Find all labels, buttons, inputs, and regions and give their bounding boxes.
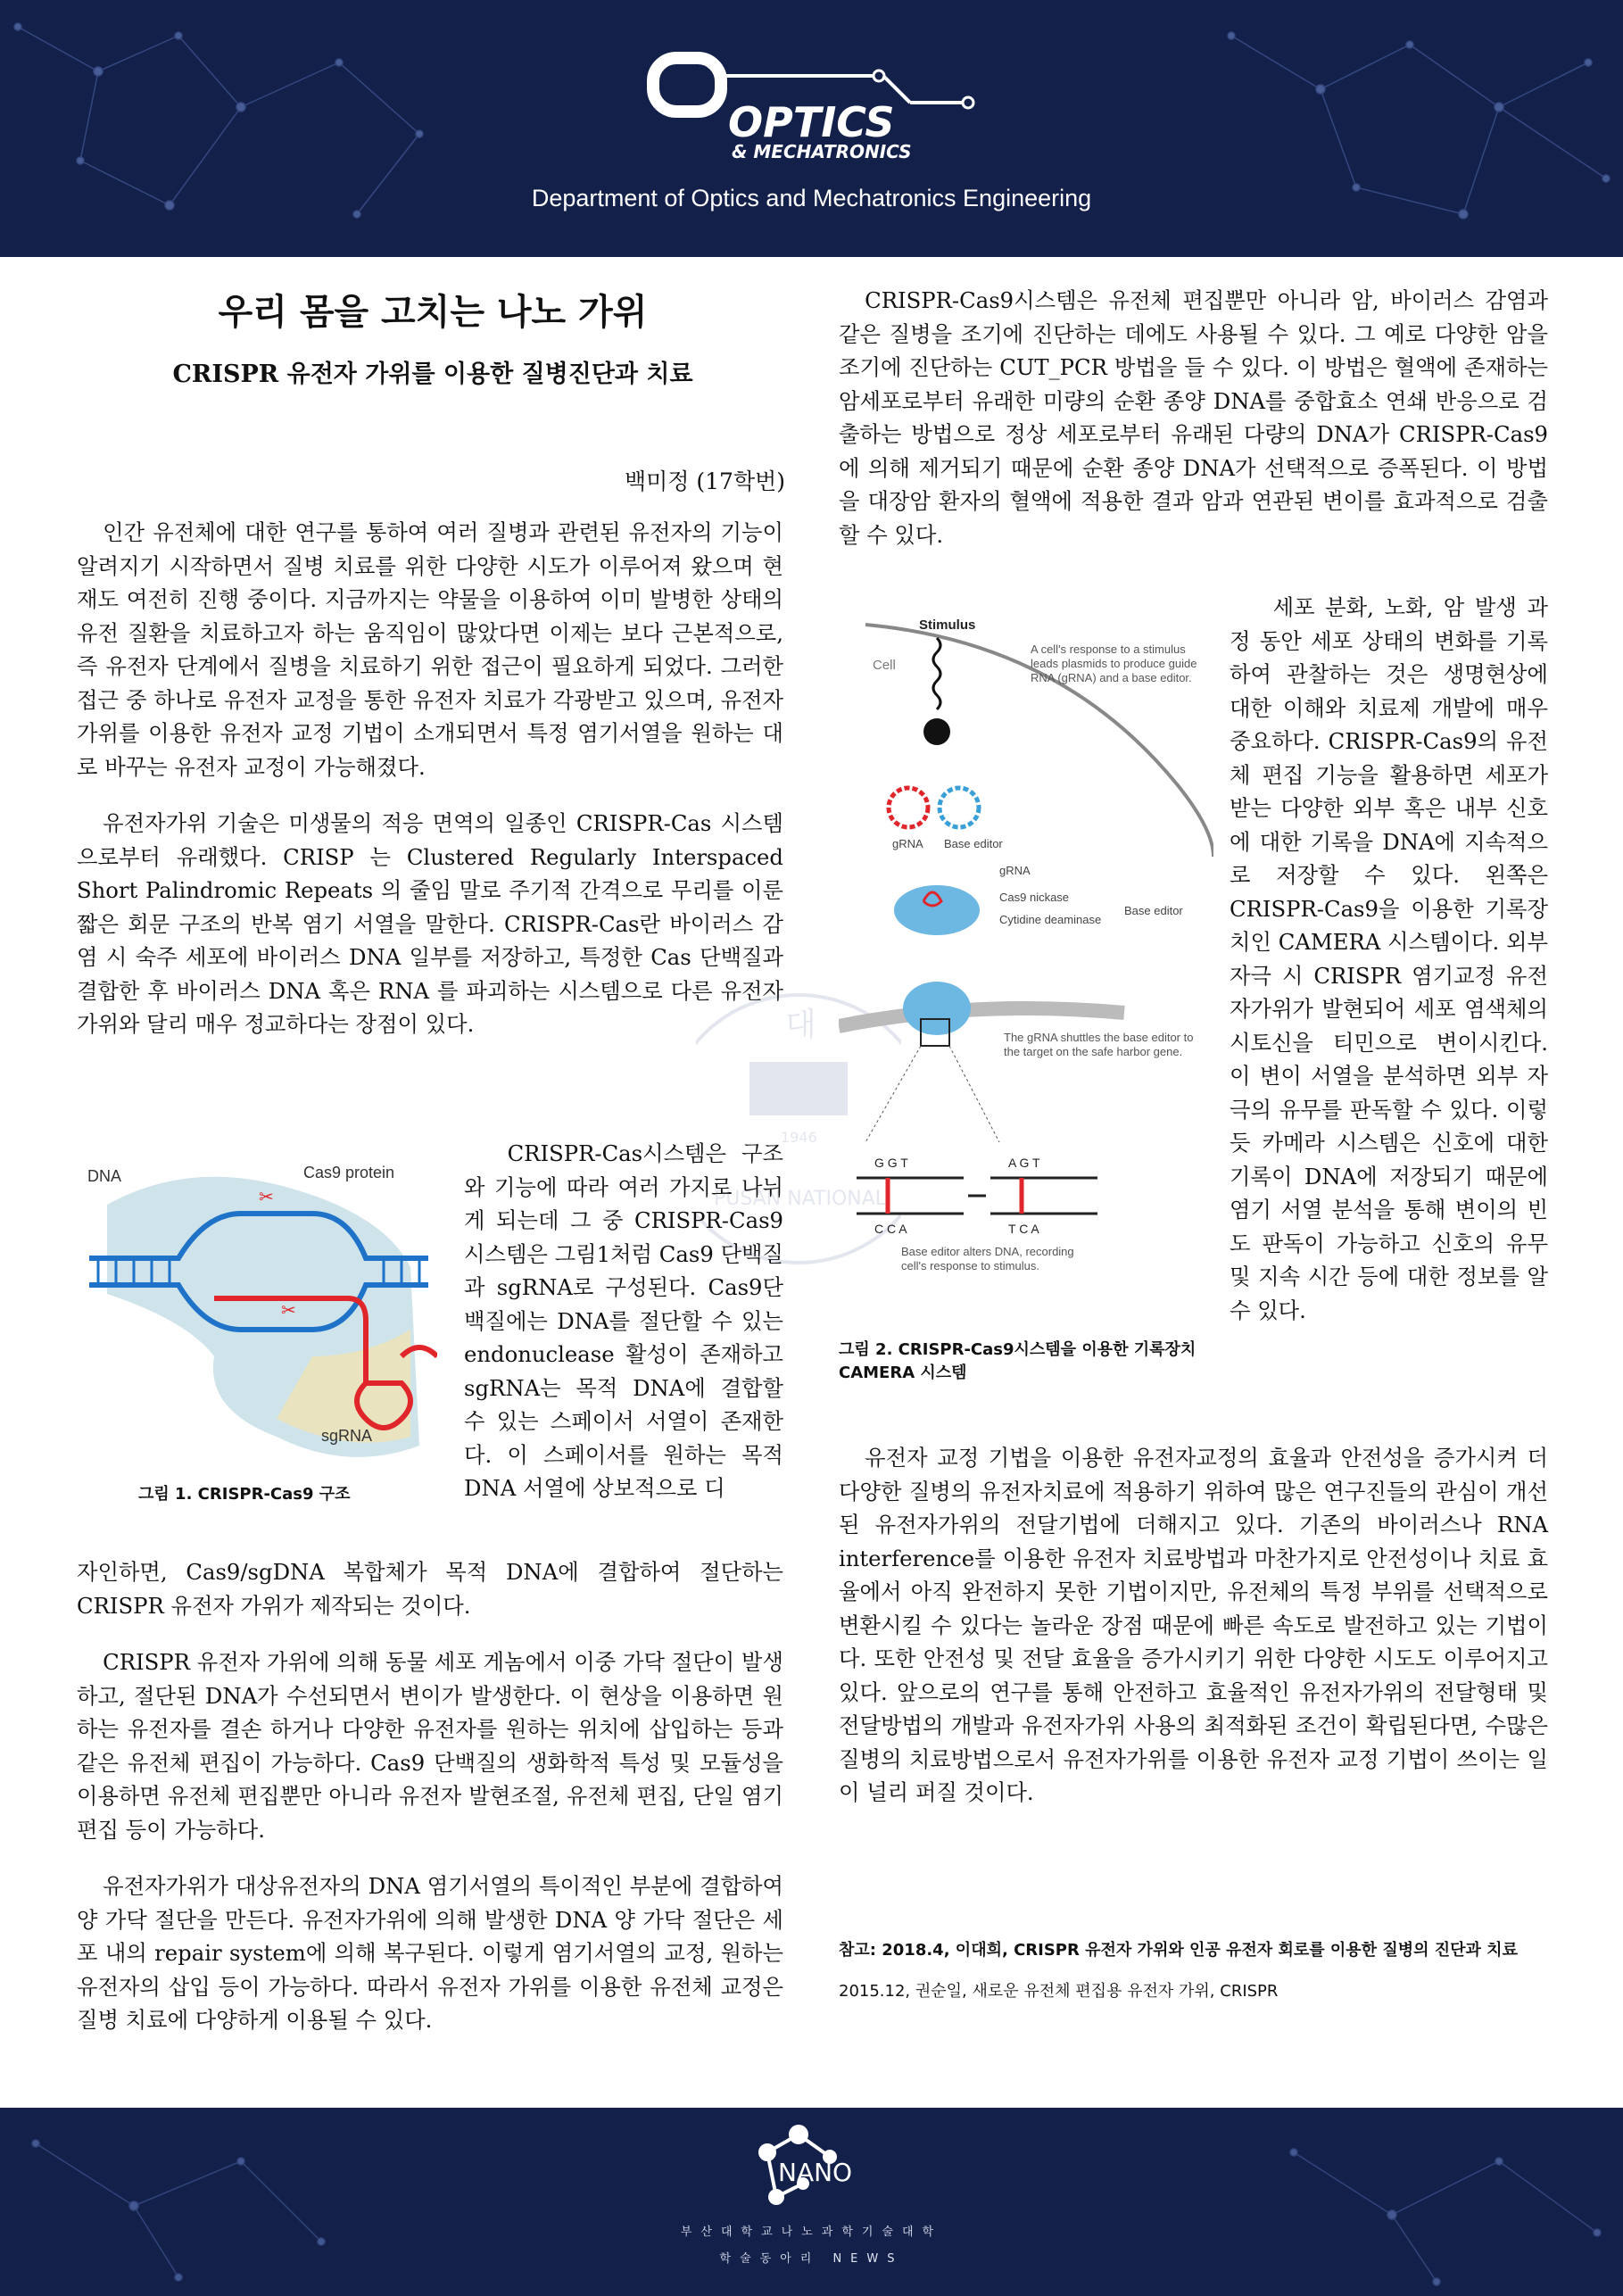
svg-text:OPTICS: OPTICS [728, 98, 895, 146]
reference-2: 2015.12, 권순일, 새로운 유전체 편집용 유전자 가위, CRISPR [839, 1982, 1279, 2001]
cas9-label: Cas9 protein [303, 1164, 395, 1181]
page-header [0, 0, 1623, 257]
footer-line-2: 학술동아리 NEWS [719, 2252, 904, 2266]
footer-network-pattern [0, 2108, 1623, 2296]
scissors-icon: ✂ [259, 1186, 274, 1207]
right-column-lower [839, 1441, 1548, 1833]
svg-text:G G T: G G T [874, 1156, 908, 1170]
dna-label: DNA [87, 1167, 122, 1185]
svg-text:Cell: Cell [873, 658, 896, 673]
figure-1 [80, 1151, 437, 1508]
left-column-lower [77, 1555, 783, 2060]
left-paragraph-5: 유전자가위가 대상유전자의 DNA 염기서열의 특이적인 부분에 결합하여 양 가닥 절단을 만든다. 유전자가위에 의해 발생한 DNA 양 가닥 절단은 세포 내의 repair system에 의해 복구된다. 이렇게 염기서열의 교정, 원하는 유전자의 삽입 등이 가능하다. 따라서 유전자 가위를 이용한 유전체 교정은 질병 치료에 다양하게 이용될 수 있다. [77, 1873, 783, 2033]
svg-text:Base editor: Base editor [944, 837, 1003, 850]
svg-text:1946: 1946 [781, 1129, 817, 1146]
sgrna-label: sgRNA [321, 1427, 373, 1445]
svg-text:gRNA: gRNA [999, 864, 1031, 877]
svg-text:Stimulus: Stimulus [919, 618, 976, 633]
right-paragraph-1: CRISPR-Cas9시스템은 유전체 편집뿐만 아니라 암, 바이러스 감염과 같은 질병을 조기에 진단하는 데에도 사용될 수 있다. 그 예로 다양한 암을 조기에 진단하는 CUT_PCR 방법을 들 수 있다. 이 방법은 혈액에 존재하는 암세포로부터 유래한 미량의 순환 종양 DNA를 중합효소 연쇄 반응으로 검출하는 방법으로 정상 세포로부터 유래된 다량의 DNA가 CRISPR-Cas9에 의해 제거되기 때문에 순환 종양 DNA가 선택적으로 증폭된다. 이 방법을 대장암 환자의 혈액에 적용한 결과 암과 연관된 변이를 효과적으로 검출할 수 있다. [839, 287, 1548, 548]
svg-text:PUSAN NATIONAL: PUSAN NATIONAL [714, 1188, 887, 1210]
article-subtitle: CRISPR 유전자 가위를 이용한 질병진단과 치료 [172, 361, 693, 388]
right-paragraph-2-side: 세포 분화, 노화, 암 발생 과정 동안 세포 상태의 변화를 기록하여 관찰하는 것은 생명현상에 대한 이해와 치료제 개발에 매우 중요하다. CRISPR-Cas9의 유전체 편집 기능을 활용하면 세포가 받는 다양한 외부 혹은 내부 신호에 대한 기록을 DNA에 지속적으로 저장할 수 있다. 왼쪽은 CRISPR-Cas9을 이용한 기록장치인 CAMERA 시스템이다. 외부 자극 시 CRISPR 염기교정 유전자가위가 발현되어 세포 염색체의 시토신을 티민으로 변이시킨다. 이 변이 서열을 분석하면 외부 자극의 유무를 판독할 수 있다. 이렇듯 카메라 시스템은 신호에 대한 기록이 DNA에 저장되기 때문에 염기 서열 분석을 통해 변이의 빈도 판독이 가능하고 신호의 유무 및 지속 시간 등에 대한 정보를 알 수 있다. [1230, 594, 1548, 1323]
article-author: 백미정 (17학번) [624, 468, 785, 494]
scissors-icon: ✂ [281, 1299, 296, 1321]
right-column [839, 284, 1548, 575]
figure-2 [839, 607, 1213, 1392]
svg-text:T C A: T C A [1008, 1222, 1039, 1236]
left-paragraph-2: 유전자가위 기술은 미생물의 적응 면역의 일종인 CRISPR-Cas 시스템으로부터 유래했다. CRISP 는 Clustered Regularly Interspaced Short Palindromic Repeats 의 줄임 말로 주기적 간격으로 무리를 이룬 짧은 회문 구조의 반복 염기 서열을 말한다. CRISPR-Cas란 바이러스 감염 시 숙주 세포에 바이러스 DNA 일부를 저장하고, 특정한 Cas 단백질과 결합한 후 바이러스 DNA 혹은 RNA 를 파괴하는 시스템으로 다른 유전자 가위와 달리 매우 정교하다는 장점이 있다. [77, 810, 783, 1037]
left-paragraph-3-rest: 자인하면, Cas9/sgDNA 복합체가 목적 DNA에 결합하여 절단하는 CRISPR 유전자 가위가 제작되는 것이다. [77, 1559, 783, 1619]
left-paragraph-4: CRISPR 유전자 가위에 의해 동물 세포 게놈에서 이중 가닥 절단이 발생하고, 절단된 DNA가 수선되면서 변이가 발생한다. 이 현상을 이용하면 원하는 유전자를 결손 하거나 다양한 유전자를 원하는 위치에 삽입하는 등과 같은 유전체 편집이 가능하다. Cas9 단백질의 생화학적 특성 및 모듈성을 이용하면 유전체 편집뿐만 아니라 유전자 발현조절, 유전체 편집, 단일 염기 편집 등이 가능하다. [77, 1649, 783, 1843]
svg-text:A G T: A G T [1008, 1156, 1040, 1170]
svg-text:대: 대 [785, 1007, 816, 1043]
grna-plasmid-icon [889, 788, 928, 827]
page-footer [0, 2108, 1623, 2296]
optics-logo [642, 49, 999, 174]
footer-line-1: 부산대학교나노과학기술대학 [680, 2226, 943, 2239]
svg-text:Cytidine deaminase: Cytidine deaminase [999, 913, 1102, 926]
left-column [77, 516, 783, 1065]
figure-1-caption: 그림 1. CRISPR-Cas9 구조 [138, 1485, 351, 1504]
right-paragraph-3: 유전자 교정 기법을 이용한 유전자교정의 효율과 안전성을 증가시켜 더 다양한 질병의 유전자치료에 적용하기 위하여 많은 연구진들의 관심이 개선된 유전자가위의 전달기법에 더해지고 있다. 기존의 바이러스나 RNA interference를 이용한 유전자 치료방법과 마찬가지로 안전성이나 치료 효율에서 아직 완전하지 못한 기법이지만, 유전체의 특정 부위를 선택적으로 변환시킬 수 있다는 놀라운 장점 때문에 빠른 속도로 발전하고 있는 기법이다. 또한 안전성 및 전달 효율을 증가시키기 위한 다양한 시도도 이루어지고 있다. 앞으로의 연구를 통해 안전하고 효율적인 유전자가위의 전달형태 및 전달방법의 개발과 유전자가위 사용의 최적화된 조건이 확립된다면, 수많은 질병의 치료방법으로서 유전자가위를 이용한 유전자 교정 기법이 쓰이는 일이 널리 퍼질 것이다. [839, 1445, 1548, 1805]
svg-text:& MECHATRONICS: & MECHATRONICS [732, 141, 912, 162]
references [839, 1938, 1553, 2020]
reference-1: 참고: 2018.4, 이대희, CRISPR 유전자 가위와 인공 유전자 회로를 이용한 질병의 진단과 치료 [839, 1941, 1518, 1960]
base-editor-plasmid-icon [940, 788, 979, 827]
left-paragraph-1: 인간 유전체에 대한 연구를 통하여 여러 질병과 관련된 유전자의 기능이 알려지기 시작하면서 질병 치료를 위한 다양한 시도가 이루어져 왔으며 현재도 여전히 진행 중이다. 지금까지는 약물을 이용하여 이미 발병한 상태의 유전 질환을 치료하고자 하는 움직임이 많았다면 이제는 보다 근본적으로, 즉 유전자 단계에서 질병을 치료하기 위한 접근이 필요하게 되었다. 그러한 접근 중 하나로 유전자 교정을 통한 유전자 치료가 각광받고 있으며, 유전자 가위를 이용한 유전자 교정 기법이 소개되면서 특정 염기서열을 원하는 대로 바꾸는 유전자 교정이 가능해졌다. [77, 519, 783, 780]
cas9-structure-diagram [80, 1151, 437, 1481]
article-title: 우리 몸을 고치는 나노 가위 [218, 292, 648, 333]
svg-text:Cas9 nickase: Cas9 nickase [999, 891, 1070, 904]
svg-text:gRNA: gRNA [892, 837, 923, 850]
left-paragraph-3-side: CRISPR-Cas시스템은 구조와 기능에 따라 여러 가지로 나뉘게 되는데 그 중 CRISPR-Cas9시스템은 그림1처럼 Cas9 단백질과 sgRNA로 구성된다. Cas9단백질에는 DNA를 절단할 수 있는 endonuclease 활성이 존재하고 sgRNA는 목적 DNA에 결합할 수 있는 스페이서 서열이 존재한다. 이 스페이서를 원하는 목적 DNA 서열에 상보적으로 디 [464, 1140, 783, 1501]
svg-text:C C A: C C A [874, 1222, 907, 1236]
department-name: Department of Optics and Mechatronics Engineering [531, 185, 1092, 211]
stimulus-burst-icon [923, 718, 950, 745]
svg-text:NANO: NANO [778, 2158, 853, 2187]
left-side-text [464, 1137, 783, 1505]
camera-system-diagram: Stimulus Cell A cell's response to a stimulus leads plasmids to produce guide RNA (gRNA) and a base editor. gRNA Base editor gRNA Cas9 nickase Cytidine deaminase Base editor The gRNA shuttles the base editor to the target on the safe harbor gene. G G T C C A A G T T C A Base editor alters DNA, recording cell's response to stimulus. [839, 607, 1213, 1339]
right-side-text [1230, 591, 1548, 1327]
figure-2-caption: 그림 2. CRISPR-Cas9시스템을 이용한 기록장치 CAMERA 시스템 [839, 1340, 1197, 1382]
svg-text:Base editor: Base editor [1124, 904, 1183, 917]
